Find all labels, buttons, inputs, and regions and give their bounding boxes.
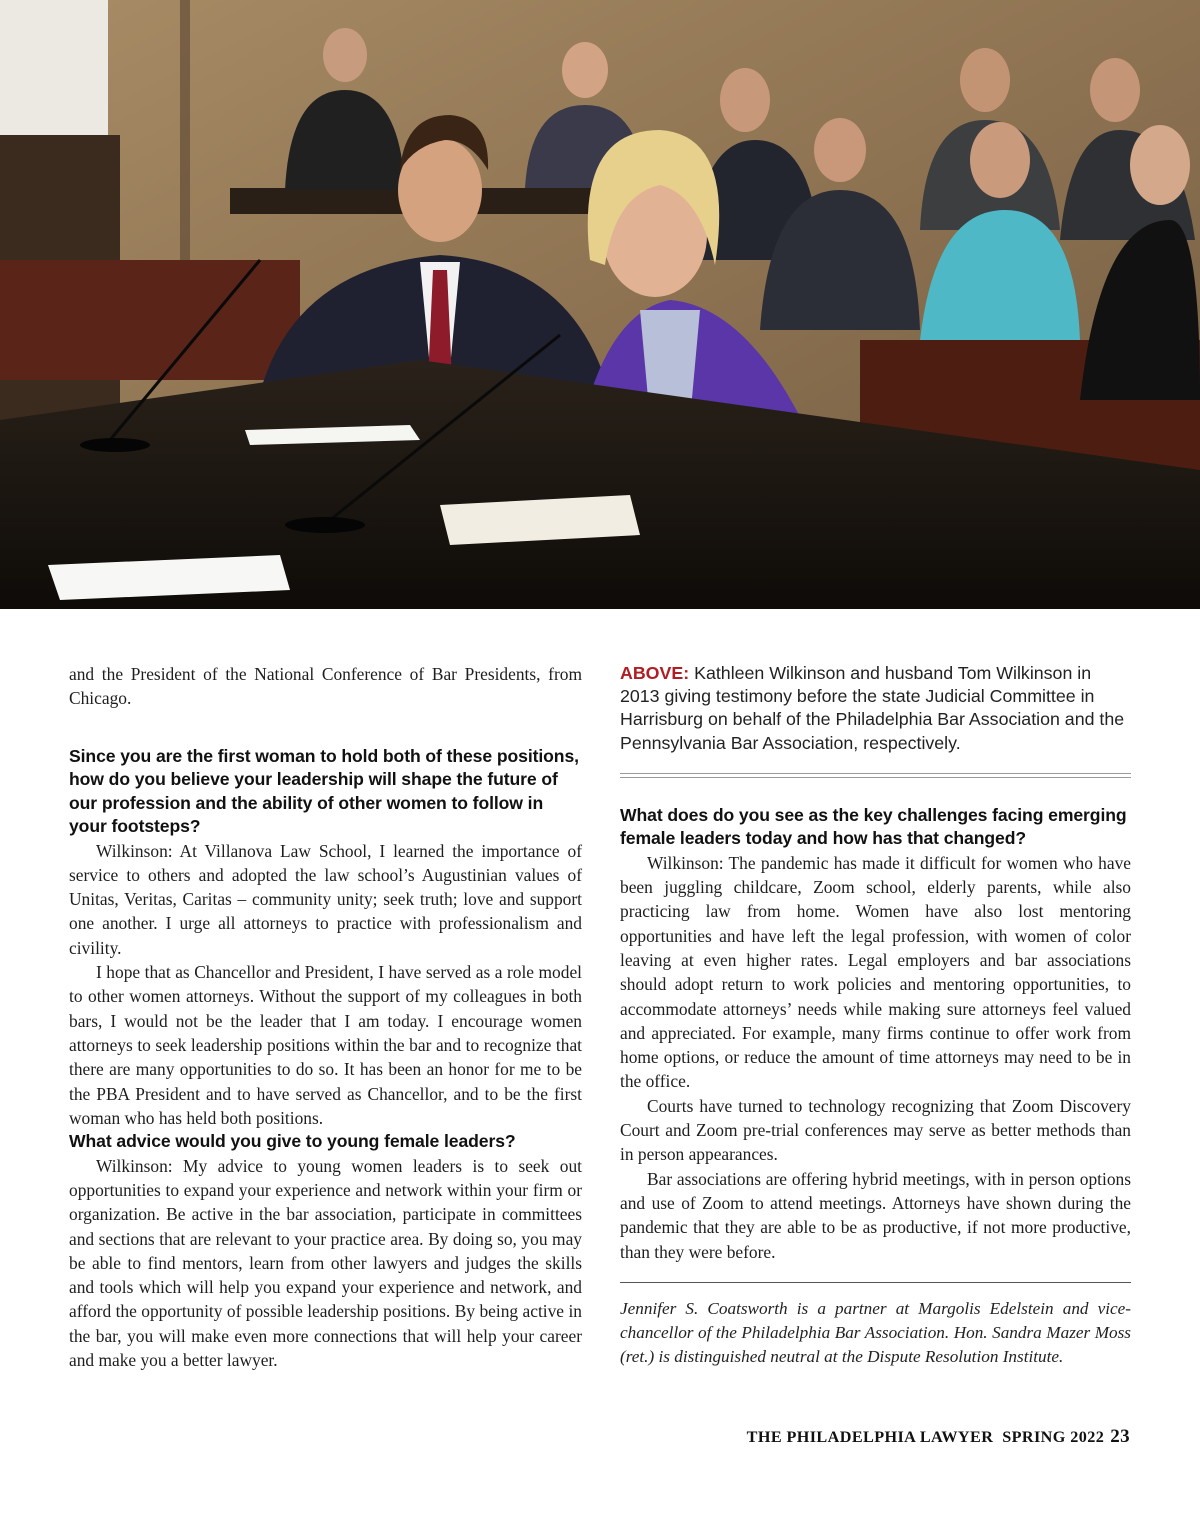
- question-heading: What does do you see as the key challenges facing emerging female leaders today and how has that changed?: [620, 804, 1127, 849]
- right-column: [620, 662, 1131, 1370]
- answer-paragraph: Wilkinson: At Villanova Law School, I learned the importance of service to others and adopted the law school’s Augustinian values of Unitas, Veritas, Caritas – community unity; seek truth; love and support one another. I urge all attorneys to practice with professionalism and civility.: [69, 840, 582, 958]
- answer-paragraph: I hope that as Chancellor and President, I have served as a role model to other women attorneys. Without the support of my colleagues in both bars, I would not be the leader that I am today. I encourage women attorneys to seek leadership positions within the bar and to recognize that there are many opportunities to do so. It has been an honor for me to be the PBA President and to have served as Chancellor, and to be the first woman who has held both positions.: [69, 962, 582, 1128]
- caption-label: ABOVE:: [620, 663, 690, 683]
- photo-caption: [620, 662, 1131, 755]
- meeting-photo: [0, 0, 1200, 609]
- caption-text: Kathleen Wilkinson and husband Tom Wilkinson in 2013 giving testimony before the state Judicial Committee in Harrisburg on behalf of the Philadelphia Bar Association and the Pennsylvania Bar Association, respectively.: [620, 663, 1125, 753]
- answer-paragraph: Courts have turned to technology recognizing that Zoom Discovery Court and Zoom pre-trial conferences may serve as better methods than in person appearances.: [620, 1095, 1131, 1165]
- question-heading: What advice would you give to young female leaders?: [69, 1131, 516, 1152]
- answer-paragraph: Wilkinson: My advice to young women leaders is to seek out opportunities to expand your experience and network within your firm or organization. Be active in the bar association, participate in committees and sections that are relevant to your practice area. By doing so, you may be able to find mentors, learn from other lawyers and judges the skills and tools which will help you expand your experience and network, and afford the opportunity of possible leadership positions. By being active in the bar, you will make even more connections that will help your career and make you a better lawyer.: [69, 1155, 582, 1371]
- author-bio: Jennifer S. Coatsworth is a partner at Margolis Edelstein and vice-chancellor of the Philadelphia Bar Association. Hon. Sandra Mazer Moss (ret.) is distinguished neutral at the Dispute Resolution Institute.: [620, 1298, 1131, 1367]
- page-number: 23: [1110, 1426, 1130, 1447]
- question-heading: Since you are the first woman to hold both of these positions, how do you believe your leadership will shape the future of our profession and the ability of other women to follow in your footsteps?: [69, 745, 579, 837]
- intro-paragraph: and the President of the National Conference of Bar Presidents, from Chicago.: [69, 664, 582, 709]
- page-footer: [747, 1426, 1130, 1448]
- bio-divider: [620, 1282, 1131, 1283]
- publication-name: THE PHILADELPHIA LAWYER: [746, 1428, 994, 1446]
- caption-divider: [620, 773, 1131, 778]
- issue-label: SPRING 2022: [1002, 1428, 1105, 1446]
- answer-paragraph: Wilkinson: The pandemic has made it difficult for women who have been juggling childcare, Zoom school, elderly parents, while also practicing law from home. Women have also lost mentoring opportunities and have left the legal profession, with women of color leaving at even higher rates. Legal employers and bar associations should adopt return to work policies and mentoring opportunities, to accommodate attorneys’ needs while making sure attorneys feel valued and appreciated. For example, many firms continue to offer work from home options, or reduce the amount of time attorneys may need to be in the office.: [620, 852, 1131, 1092]
- left-column: [69, 662, 582, 1372]
- answer-paragraph: Bar associations are offering hybrid meetings, with in person options and use of Zoom to attend meetings. Attorneys have shown during the pandemic that they are able to be as productive, if not more productive, than they were before.: [620, 1168, 1131, 1262]
